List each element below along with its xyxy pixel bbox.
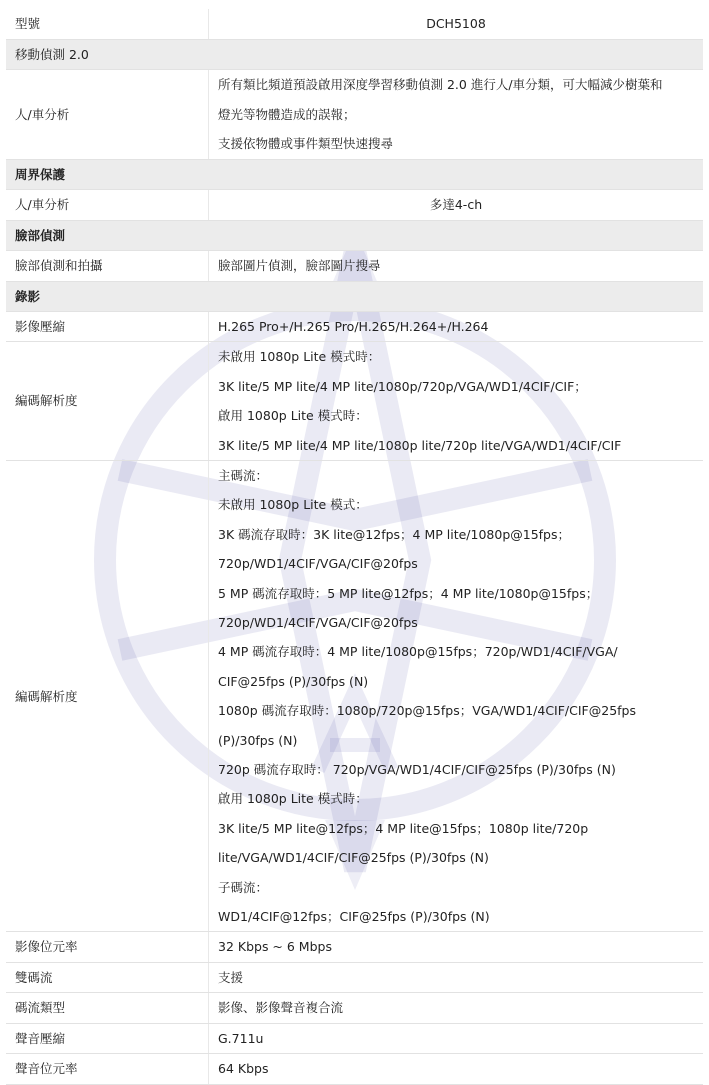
table-row (6, 251, 703, 281)
text-line: 4 MP 碼流存取時：4 MP lite/1080p@15fps；720p/WD1/4CIF/VGA/ (218, 644, 618, 660)
text-line: 3K 碼流存取時：3K lite@12fps；4 MP lite/1080p@15fps； (218, 526, 571, 542)
text-line: CIF@25fps (P)/30fps (N) (218, 673, 369, 689)
section-title: 移動偵測 2.0 (6, 39, 703, 69)
table-row (6, 342, 703, 461)
section-header (6, 220, 703, 250)
text-line: 未啟用 1080p Lite 模式時： (218, 349, 381, 365)
row-label: 編碼解析度 (6, 460, 209, 932)
row-value: G.711u (209, 1023, 704, 1053)
row-label: 碼流類型 (6, 993, 209, 1023)
text-line: 3K lite/5 MP lite/4 MP lite/1080p lite/720p lite/VGA/WD1/4CIF/CIF (218, 437, 622, 453)
table-row (6, 311, 703, 341)
text-line: 3K lite/5 MP lite@12fps；4 MP lite@15fps；1080p lite/720p (218, 820, 589, 836)
section-header (6, 159, 703, 189)
table-row (6, 1054, 703, 1084)
text-line: 未啟用 1080p Lite 模式： (218, 497, 368, 513)
row-value (209, 342, 704, 461)
row-value: 影像、影像聲音複合流 (209, 993, 704, 1023)
table-row (6, 962, 703, 992)
row-label: 編碼解析度 (6, 342, 209, 461)
text-line: 3K lite/5 MP lite/4 MP lite/1080p/720p/VGA/WD1/4CIF/CIF； (218, 378, 587, 394)
text-line: 主碼流： (218, 467, 269, 483)
text-line: 啟用 1080p Lite 模式時： (218, 408, 368, 424)
text-line: 720p/WD1/4CIF/VGA/CIF@20fps (218, 615, 418, 630)
row-value: 多達4-ch (209, 190, 704, 220)
table-row (6, 460, 703, 932)
row-value: H.265 Pro+/H.265 Pro/H.265/H.264+/H.264 (209, 311, 704, 341)
row-label: 聲音位元率 (6, 1054, 209, 1084)
row-label: 人/車分析 (6, 69, 209, 159)
row-label: 型號 (6, 9, 209, 39)
row-value (209, 69, 704, 159)
section-header (6, 281, 703, 311)
section-title: 錄影 (6, 281, 703, 311)
table-row (6, 1023, 703, 1053)
text-line: WD1/4CIF@12fps；CIF@25fps (P)/30fps (N) (218, 909, 490, 925)
text-line: 720p/WD1/4CIF/VGA/CIF@20fps (218, 556, 418, 572)
row-value: 32 Kbps ~ 6 Mbps (209, 932, 704, 962)
text-line: 5 MP 碼流存取時：5 MP lite@12fps；4 MP lite/1080p@15fps； (218, 585, 599, 601)
text-line: (P)/30fps (N) (218, 732, 298, 748)
row-value (209, 460, 704, 932)
text-line: 所有類比頻道預設啟用深度學習移動偵測 2.0 進行人/車分類，可大幅減少樹葉和 (218, 77, 663, 93)
row-value: 64 Kbps (209, 1054, 704, 1084)
row-value: 支援 (209, 962, 704, 992)
text-line: 啟用 1080p Lite 模式時： (218, 791, 368, 807)
section-header (6, 39, 703, 69)
row-value: 臉部圖片偵測，臉部圖片搜尋 (209, 251, 704, 281)
text-line: lite/VGA/WD1/4CIF/CIF@25fps (P)/30fps (N) (218, 850, 489, 866)
text-line: 燈光等物體造成的誤報； (218, 106, 356, 122)
row-label: 臉部偵測和拍攝 (6, 251, 209, 281)
text-line: 支援依物體或事件類型快速搜尋 (218, 136, 394, 152)
text-line: 1080p 碼流存取時：1080p/720p@15fps；VGA/WD1/4CIF/CIF@25fps (218, 703, 636, 719)
table-row (6, 932, 703, 962)
section-title: 周界保護 (6, 159, 703, 189)
table-row (6, 69, 703, 159)
model-number: DCH5108 (209, 9, 704, 39)
table-row (6, 9, 703, 39)
text-line: 720p 碼流存取時： 720p/VGA/WD1/4CIF/CIF@25fps (P)/30fps (N) (218, 762, 616, 778)
row-label: 聲音壓縮 (6, 1023, 209, 1053)
row-label: 影像壓縮 (6, 311, 209, 341)
row-label: 人/車分析 (6, 190, 209, 220)
row-label: 雙碼流 (6, 962, 209, 992)
table-row (6, 190, 703, 220)
spec-table (6, 9, 703, 1085)
table-row (6, 993, 703, 1023)
row-label: 影像位元率 (6, 932, 209, 962)
section-title: 臉部偵測 (6, 220, 703, 250)
text-line: 子碼流： (218, 879, 269, 895)
